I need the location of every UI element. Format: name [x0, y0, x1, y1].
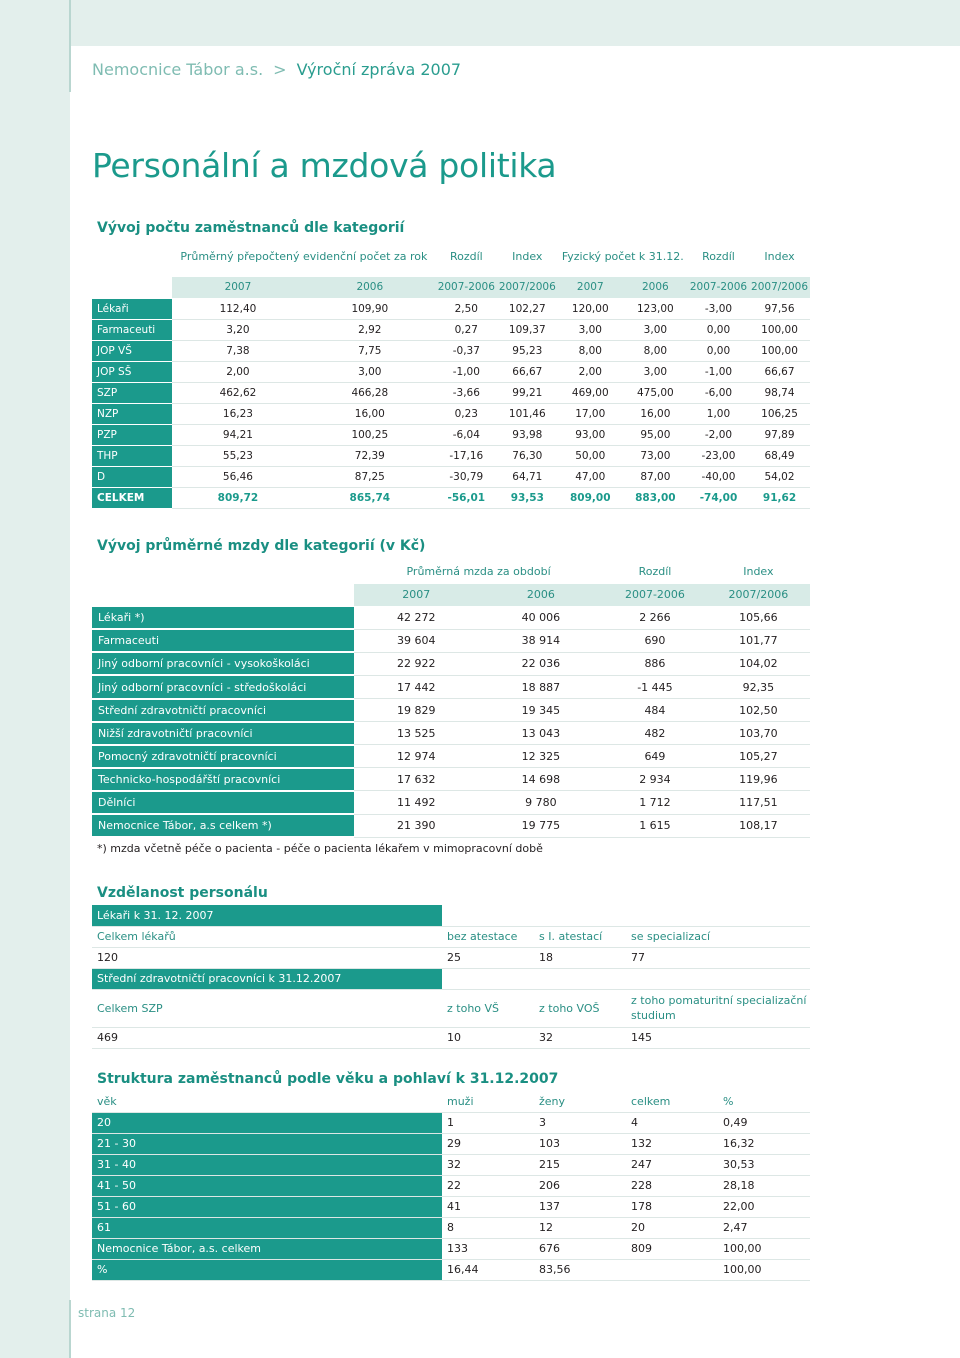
value-cell: 56,46	[172, 467, 304, 488]
total-value: 93,53	[497, 488, 558, 509]
year-cell: 2007	[354, 583, 479, 606]
spacer	[442, 968, 810, 989]
value-cell: 100,00	[718, 1238, 810, 1259]
value-cell: 93,98	[497, 425, 558, 446]
table-row	[92, 361, 810, 382]
total-label: CELKEM	[92, 488, 172, 509]
header-cell: z toho VOŠ	[534, 989, 626, 1027]
value-cell: 133	[442, 1238, 534, 1259]
value-cell: -2,00	[688, 425, 749, 446]
data-row	[92, 1154, 810, 1175]
value-cell: 97,89	[749, 425, 810, 446]
value-cell: 18	[534, 947, 626, 968]
value-cell: 16,00	[623, 403, 688, 424]
data-row	[92, 1027, 810, 1048]
year-cell: 2006	[304, 276, 436, 298]
value-cell: -0,37	[436, 340, 497, 361]
year-cell: 2007	[558, 276, 623, 298]
page-number: strana 12	[78, 1306, 136, 1320]
header-cell: muži	[442, 1091, 534, 1112]
data-row	[92, 1238, 810, 1259]
table-row	[92, 768, 810, 791]
value-cell: 41	[442, 1196, 534, 1217]
table-row	[92, 382, 810, 403]
value-cell: 18 887	[479, 675, 604, 698]
year-cell: 2007/2006	[707, 583, 810, 606]
page-title: Personální a mzdová politika	[92, 146, 557, 185]
year-cell: 2006	[479, 583, 604, 606]
table-row	[92, 467, 810, 488]
value-cell: 2,00	[558, 361, 623, 382]
table-row	[92, 298, 810, 319]
header-cell: bez atestace	[442, 926, 534, 947]
table-row	[92, 652, 810, 675]
value-cell: 12 325	[479, 745, 604, 768]
year-cell: 2007/2006	[497, 276, 558, 298]
section-title-age-structure: Struktura zaměstnanců podle věku a pohlaví k 31.12.2007	[97, 1071, 559, 1087]
table-row	[92, 791, 810, 814]
header-cell: se specializací	[626, 926, 810, 947]
row-label: JOP SŠ	[92, 361, 172, 382]
table-row	[92, 814, 810, 837]
total-value: 809,72	[172, 488, 304, 509]
header-diff-2: Rozdíl	[688, 238, 749, 276]
year-cell: 2007-2006	[436, 276, 497, 298]
value-cell: 98,74	[749, 382, 810, 403]
top-band	[0, 0, 960, 46]
table-row	[92, 446, 810, 467]
value-cell: 2 266	[603, 606, 707, 629]
value-cell: 101,46	[497, 403, 558, 424]
value-cell: 102,50	[707, 699, 810, 722]
data-row	[92, 1196, 810, 1217]
subheader-doctors: Lékaři k 31. 12. 2007	[92, 905, 442, 926]
value-cell: 105,27	[707, 745, 810, 768]
breadcrumb-separator: >	[273, 60, 287, 79]
value-cell: 100,25	[304, 425, 436, 446]
data-row	[92, 1133, 810, 1154]
value-cell: 482	[603, 722, 707, 745]
value-cell: 2,00	[172, 361, 304, 382]
value-cell: 123,00	[623, 298, 688, 319]
row-label: 51 - 60	[92, 1196, 442, 1217]
value-cell: 469,00	[558, 382, 623, 403]
spacer	[442, 905, 810, 926]
total-value: 883,00	[623, 488, 688, 509]
value-cell: 809	[626, 1238, 718, 1259]
table-row	[92, 340, 810, 361]
table-row	[92, 745, 810, 768]
value-cell: 103	[534, 1133, 626, 1154]
wages-footnote: *) mzda včetně péče o pacienta - péče o pacienta lékařem v mimopracovní době	[97, 842, 543, 855]
header-row	[92, 926, 810, 947]
value-cell: 1 712	[603, 791, 707, 814]
value-cell: 247	[626, 1154, 718, 1175]
value-cell: 469	[92, 1027, 442, 1048]
row-label: Nižší zdravotničtí pracovníci	[92, 722, 354, 745]
header-index-1: Index	[497, 238, 558, 276]
year-spacer	[92, 583, 354, 606]
value-cell: 137	[534, 1196, 626, 1217]
value-cell: 466,28	[304, 382, 436, 403]
row-label: Nemocnice Tábor, a.s. celkem	[92, 1238, 442, 1259]
year-row	[92, 583, 810, 606]
table-row	[92, 425, 810, 446]
table-row	[92, 675, 810, 698]
value-cell: 108,17	[707, 814, 810, 837]
total-value: 809,00	[558, 488, 623, 509]
value-cell: 886	[603, 652, 707, 675]
value-cell: 3	[534, 1112, 626, 1133]
value-cell: 97,56	[749, 298, 810, 319]
value-cell: 112,40	[172, 298, 304, 319]
age-structure-table	[92, 1091, 810, 1281]
value-cell: 0,00	[688, 340, 749, 361]
breadcrumb-org[interactable]: Nemocnice Tábor a.s.	[92, 60, 264, 79]
value-cell: 94,21	[172, 425, 304, 446]
year-cell: 2007	[172, 276, 304, 298]
value-cell: -3,66	[436, 382, 497, 403]
value-cell: -1 445	[603, 675, 707, 698]
value-cell: 14 698	[479, 768, 604, 791]
value-cell: 119,96	[707, 768, 810, 791]
header-diff: Rozdíl	[603, 560, 707, 583]
row-label: Střední zdravotničtí pracovníci	[92, 699, 354, 722]
value-cell: 22,00	[718, 1196, 810, 1217]
value-cell: 4	[626, 1112, 718, 1133]
value-cell: 9 780	[479, 791, 604, 814]
value-cell: 73,00	[623, 446, 688, 467]
year-row	[92, 276, 810, 298]
row-label: Lékaři	[92, 298, 172, 319]
value-cell: 132	[626, 1133, 718, 1154]
value-cell: 120	[92, 947, 442, 968]
row-label: 20	[92, 1112, 442, 1133]
value-cell: 38 914	[479, 629, 604, 652]
value-cell: 17 442	[354, 675, 479, 698]
value-cell: 484	[603, 699, 707, 722]
value-cell: 25	[442, 947, 534, 968]
value-cell: 462,62	[172, 382, 304, 403]
row-label: THP	[92, 446, 172, 467]
year-cell: 2007-2006	[688, 276, 749, 298]
value-cell: 95,23	[497, 340, 558, 361]
value-cell: -1,00	[436, 361, 497, 382]
value-cell: 55,23	[172, 446, 304, 467]
value-cell: 30,53	[718, 1154, 810, 1175]
value-cell: 690	[603, 629, 707, 652]
value-cell: 676	[534, 1238, 626, 1259]
row-label: 41 - 50	[92, 1175, 442, 1196]
value-cell: 2 934	[603, 768, 707, 791]
value-cell: 32	[534, 1027, 626, 1048]
data-row	[92, 1112, 810, 1133]
row-label: Jiný odborní pracovníci - středoškoláci	[92, 675, 354, 698]
value-cell: 3,00	[304, 361, 436, 382]
headcount-table	[92, 238, 810, 509]
value-cell: 20	[626, 1217, 718, 1238]
header-cell: Celkem lékařů	[92, 926, 442, 947]
value-cell: 40 006	[479, 606, 604, 629]
table-row	[92, 722, 810, 745]
value-cell: 22	[442, 1175, 534, 1196]
value-cell: 100,00	[718, 1259, 810, 1280]
value-cell: 99,21	[497, 382, 558, 403]
row-label: PZP	[92, 425, 172, 446]
row-label: Dělníci	[92, 791, 354, 814]
header-avg-wage: Průměrná mzda za období	[354, 560, 603, 583]
value-cell: 29	[442, 1133, 534, 1154]
header-diff-1: Rozdíl	[436, 238, 497, 276]
value-cell: 178	[626, 1196, 718, 1217]
year-spacer	[92, 276, 172, 298]
value-cell: 92,35	[707, 675, 810, 698]
value-cell: 0,49	[718, 1112, 810, 1133]
value-cell: 17 632	[354, 768, 479, 791]
value-cell: 103,70	[707, 722, 810, 745]
value-cell: 64,71	[497, 467, 558, 488]
table-row	[92, 629, 810, 652]
breadcrumb-doc[interactable]: Výroční zpráva 2007	[296, 60, 462, 79]
value-cell: 475,00	[623, 382, 688, 403]
value-cell: -6,04	[436, 425, 497, 446]
value-cell: 104,02	[707, 652, 810, 675]
table-header-row	[92, 238, 810, 276]
value-cell: 105,66	[707, 606, 810, 629]
wages-table	[92, 560, 810, 838]
value-cell: 228	[626, 1175, 718, 1196]
header-physical: Fyzický počet k 31.12.	[558, 238, 688, 276]
value-cell	[626, 1259, 718, 1280]
value-cell: 649	[603, 745, 707, 768]
value-cell: 12 974	[354, 745, 479, 768]
header-cell: ženy	[534, 1091, 626, 1112]
row-label: D	[92, 467, 172, 488]
data-row	[92, 1175, 810, 1196]
left-strip	[0, 0, 70, 1358]
education-table	[92, 905, 810, 1049]
value-cell: 3,00	[623, 319, 688, 340]
row-label: Jiný odborní pracovníci - vysokoškoláci	[92, 652, 354, 675]
value-cell: 215	[534, 1154, 626, 1175]
value-cell: 117,51	[707, 791, 810, 814]
row-label: JOP VŠ	[92, 340, 172, 361]
value-cell: 11 492	[354, 791, 479, 814]
value-cell: 100,00	[749, 319, 810, 340]
value-cell: 87,00	[623, 467, 688, 488]
value-cell: 66,67	[749, 361, 810, 382]
subheader-nurses: Střední zdravotničtí pracovníci k 31.12.2007	[92, 968, 442, 989]
value-cell: 19 345	[479, 699, 604, 722]
value-cell: -23,00	[688, 446, 749, 467]
breadcrumb	[92, 60, 461, 79]
total-row	[92, 488, 810, 509]
value-cell: 3,20	[172, 319, 304, 340]
row-label: %	[92, 1259, 442, 1280]
value-cell: 50,00	[558, 446, 623, 467]
total-value: -56,01	[436, 488, 497, 509]
value-cell: 13 043	[479, 722, 604, 745]
section-title-education: Vzdělanost personálu	[97, 885, 268, 901]
row-label: Farmaceuti	[92, 319, 172, 340]
row-label: 21 - 30	[92, 1133, 442, 1154]
header-cell: z toho VŠ	[442, 989, 534, 1027]
value-cell: -17,16	[436, 446, 497, 467]
value-cell: 8,00	[623, 340, 688, 361]
value-cell: 22 922	[354, 652, 479, 675]
value-cell: 2,50	[436, 298, 497, 319]
value-cell: 17,00	[558, 403, 623, 424]
value-cell: -3,00	[688, 298, 749, 319]
table-row	[92, 606, 810, 629]
value-cell: 93,00	[558, 425, 623, 446]
year-cell: 2006	[623, 276, 688, 298]
value-cell: -1,00	[688, 361, 749, 382]
value-cell: 54,02	[749, 467, 810, 488]
row-label: Technicko-hospodářští pracovníci	[92, 768, 354, 791]
header-divider	[69, 0, 71, 92]
year-cell: 2007-2006	[603, 583, 707, 606]
value-cell: 7,75	[304, 340, 436, 361]
value-cell: 16,00	[304, 403, 436, 424]
value-cell: 100,00	[749, 340, 810, 361]
value-cell: 16,44	[442, 1259, 534, 1280]
table-row	[92, 403, 810, 424]
value-cell: 39 604	[354, 629, 479, 652]
subheader-row	[92, 968, 810, 989]
header-cell: věk	[92, 1091, 442, 1112]
table-row	[92, 319, 810, 340]
value-cell: 109,90	[304, 298, 436, 319]
data-row	[92, 947, 810, 968]
row-label: SZP	[92, 382, 172, 403]
value-cell: 0,23	[436, 403, 497, 424]
header-cell: s I. atestací	[534, 926, 626, 947]
value-cell: 76,30	[497, 446, 558, 467]
value-cell: 21 390	[354, 814, 479, 837]
header-index-2: Index	[749, 238, 810, 276]
footer-divider	[69, 1300, 71, 1358]
row-label: Pomocný zdravotničtí pracovníci	[92, 745, 354, 768]
value-cell: 3,00	[558, 319, 623, 340]
value-cell: 1,00	[688, 403, 749, 424]
value-cell: 22 036	[479, 652, 604, 675]
value-cell: 66,67	[497, 361, 558, 382]
value-cell: 7,38	[172, 340, 304, 361]
header-cell: Celkem SZP	[92, 989, 442, 1027]
total-value: 865,74	[304, 488, 436, 509]
row-label: Farmaceuti	[92, 629, 354, 652]
section-title-wages: Vývoj průměrné mzdy dle kategorií (v Kč)	[97, 538, 426, 554]
header-fte: Průměrný přepočtený evidenční počet za rok	[172, 238, 436, 276]
header-cell: %	[718, 1091, 810, 1112]
value-cell: -40,00	[688, 467, 749, 488]
value-cell: 102,27	[497, 298, 558, 319]
value-cell: 72,39	[304, 446, 436, 467]
value-cell: -30,79	[436, 467, 497, 488]
year-cell: 2007/2006	[749, 276, 810, 298]
value-cell: 120,00	[558, 298, 623, 319]
value-cell: 109,37	[497, 319, 558, 340]
header-row	[92, 1091, 810, 1112]
value-cell: 13 525	[354, 722, 479, 745]
value-cell: 12	[534, 1217, 626, 1238]
value-cell: 87,25	[304, 467, 436, 488]
section-title-headcount: Vývoj počtu zaměstnanců dle kategorií	[97, 220, 405, 236]
header-index: Index	[707, 560, 810, 583]
value-cell: 42 272	[354, 606, 479, 629]
value-cell: 10	[442, 1027, 534, 1048]
value-cell: 16,32	[718, 1133, 810, 1154]
value-cell: 19 775	[479, 814, 604, 837]
value-cell: 3,00	[623, 361, 688, 382]
value-cell: 8,00	[558, 340, 623, 361]
value-cell: 19 829	[354, 699, 479, 722]
row-label: NZP	[92, 403, 172, 424]
subheader-row	[92, 905, 810, 926]
header-cell: celkem	[626, 1091, 718, 1112]
row-label: Nemocnice Tábor, a.s celkem *)	[92, 814, 354, 837]
value-cell: 28,18	[718, 1175, 810, 1196]
value-cell: 106,25	[749, 403, 810, 424]
value-cell: -6,00	[688, 382, 749, 403]
total-value: -74,00	[688, 488, 749, 509]
value-cell: 1 615	[603, 814, 707, 837]
row-label: 61	[92, 1217, 442, 1238]
data-row	[92, 1217, 810, 1238]
total-value: 91,62	[749, 488, 810, 509]
value-cell: 47,00	[558, 467, 623, 488]
value-cell: 16,23	[172, 403, 304, 424]
value-cell: 95,00	[623, 425, 688, 446]
table-row	[92, 699, 810, 722]
value-cell: 2,47	[718, 1217, 810, 1238]
header-spacer	[92, 238, 172, 276]
data-row	[92, 1259, 810, 1280]
value-cell: 0,00	[688, 319, 749, 340]
value-cell: 101,77	[707, 629, 810, 652]
value-cell: 68,49	[749, 446, 810, 467]
value-cell: 206	[534, 1175, 626, 1196]
value-cell: 32	[442, 1154, 534, 1175]
header-cell: z toho pomaturitní specializační studium	[626, 989, 810, 1027]
header-row	[92, 989, 810, 1027]
table-header-row	[92, 560, 810, 583]
header-spacer	[92, 560, 354, 583]
value-cell: 145	[626, 1027, 810, 1048]
row-label: Lékaři *)	[92, 606, 354, 629]
value-cell: 8	[442, 1217, 534, 1238]
row-label: 31 - 40	[92, 1154, 442, 1175]
value-cell: 77	[626, 947, 810, 968]
value-cell: 83,56	[534, 1259, 626, 1280]
value-cell: 0,27	[436, 319, 497, 340]
value-cell: 2,92	[304, 319, 436, 340]
value-cell: 1	[442, 1112, 534, 1133]
